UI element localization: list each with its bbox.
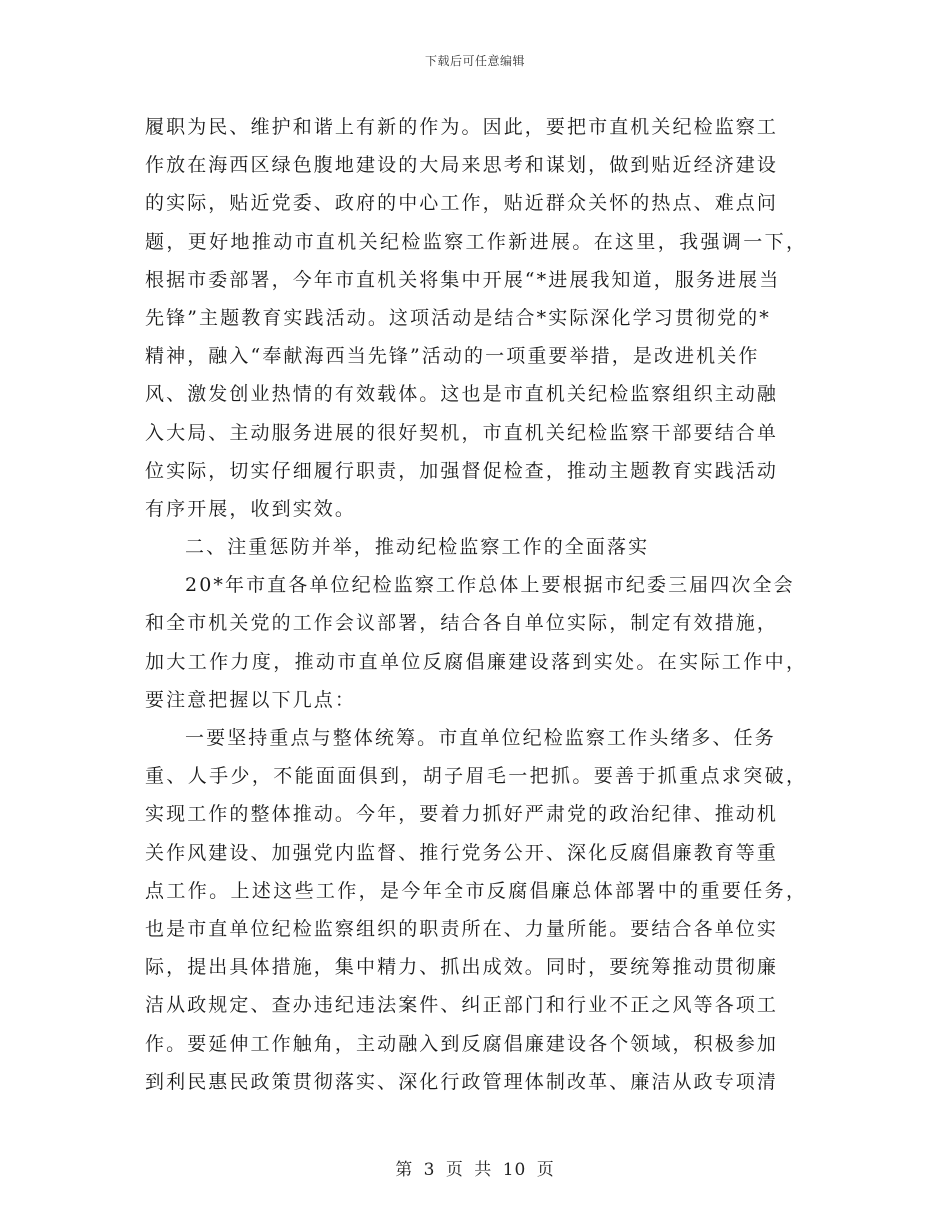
text-line: 也是市直单位纪检监察组织的职责所在、力量所能。要结合各单位实 (145, 917, 779, 940)
text-line: 加大工作力度，推动市直单位反腐倡廉建设落到实处。在实际工作中， (145, 650, 805, 673)
text-line: 要注意把握以下几点： (145, 688, 357, 711)
text-line: 作放在海西区绿色腹地建设的大局来思考和谋划，做到贴近经济建设 (145, 154, 779, 177)
text-line: 和全市机关党的工作会议部署，结合各自单位实际，制定有效措施， (145, 612, 779, 635)
text-line: 一要坚持重点与整体统筹。市直单位纪检监察工作头绪多、任务 (185, 727, 776, 749)
section-heading: 二、注重惩防并举，推动纪检监察工作的全面落实 (185, 536, 650, 559)
text-line: 位实际，切实仔细履行职责，加强督促检查，推动主题教育实践活动 (145, 459, 779, 482)
text-line: 关作风建设、加强党内监督、推行党务公开、深化反腐倡廉教育等重 (145, 841, 779, 864)
text-line: 实现工作的整体推动。今年，要着力抓好严肃党的政治纪律、推动机 (145, 803, 779, 826)
text-line: 的实际，贴近党委、政府的中心工作，贴近群众关怀的热点、难点问 (145, 192, 779, 215)
text-line: 点工作。上述这些工作，是今年全市反腐倡廉总体部署中的重要任务， (145, 879, 805, 902)
text-line: 精神，融入“奉献海西当先锋”活动的一项重要举措，是改进机关作 (145, 345, 760, 368)
text-line: 题，更好地推动市直机关纪检监察工作新进展。在这里，我强调一下， (145, 230, 805, 253)
text-line: 20*年市直各单位纪检监察工作总体上要根据市纪委三届四次全会 (185, 574, 795, 597)
text-line: 际，提出具体措施，集中精力、抓出成效。同时，要统筹推动贯彻廉 (145, 956, 779, 979)
page-header: 下载后可任意编辑 (424, 54, 525, 68)
text-line: 先锋”主题教育实践活动。这项活动是结合*实际深化学习贯彻党的* (145, 306, 771, 329)
text-line: 入大局、主动服务进展的很好契机，市直机关纪检监察干部要结合单 (145, 421, 779, 444)
text-line: 根据市委部署，今年市直机关将集中开展“*进展我知道，服务进展当 (145, 268, 781, 291)
page-number: 第 3 页 共 10 页 (395, 1160, 555, 1180)
text-line: 履职为民、维护和谐上有新的作为。因此，要把市直机关纪检监察工 (145, 116, 779, 138)
text-line: 风、激发创业热情的有效载体。这也是市直机关纪检监察组织主动融 (145, 383, 779, 406)
text-line: 到利民惠民政策贯彻落实、深化行政管理体制改革、廉洁从政专项清 (145, 1070, 779, 1093)
text-line: 有序开展，收到实效。 (145, 497, 357, 520)
document-body (145, 108, 805, 1101)
text-line: 作。要延伸工作触角，主动融入到反腐倡廉建设各个领域，积极参加 (145, 1032, 779, 1055)
text-line: 洁从政规定、查办违纪违法案件、纠正部门和行业不正之风等各项工 (145, 994, 779, 1017)
text-line: 重、人手少，不能面面俱到，胡子眉毛一把抓。要善于抓重点求突破， (145, 765, 805, 788)
